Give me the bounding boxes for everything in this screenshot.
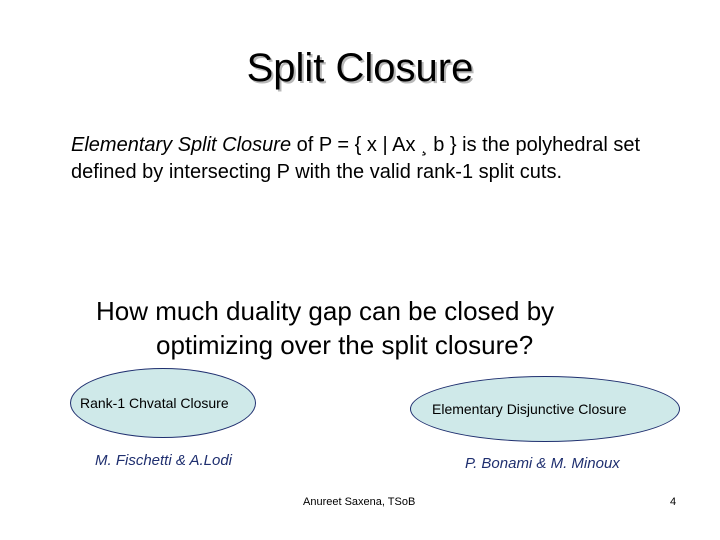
- footer-text: Anureet Saxena, TSoB: [303, 496, 416, 508]
- definition-rest: of P = { x | Ax ¸ b } is the polyhedral set defined by intersecting P with the valid rank-1 split cuts.: [71, 134, 641, 183]
- slide-title: Split Closure: [246, 46, 474, 90]
- right-authors: P. Bonami & M. Minoux: [465, 455, 620, 472]
- definition-term: Elementary Split Closure: [71, 134, 292, 156]
- question-line-1: How much duality gap can be closed by: [96, 296, 555, 326]
- disjunctive-closure-label: Elementary Disjunctive Closure: [432, 401, 627, 417]
- question-line-2: optimizing over the split closure?: [156, 330, 534, 360]
- definition-text: [71, 132, 661, 186]
- page-number: 4: [670, 496, 677, 508]
- chvatal-closure-label: Rank-1 Chvatal Closure: [80, 395, 229, 411]
- question-text: [96, 294, 656, 362]
- left-authors: M. Fischetti & A.Lodi: [95, 452, 232, 469]
